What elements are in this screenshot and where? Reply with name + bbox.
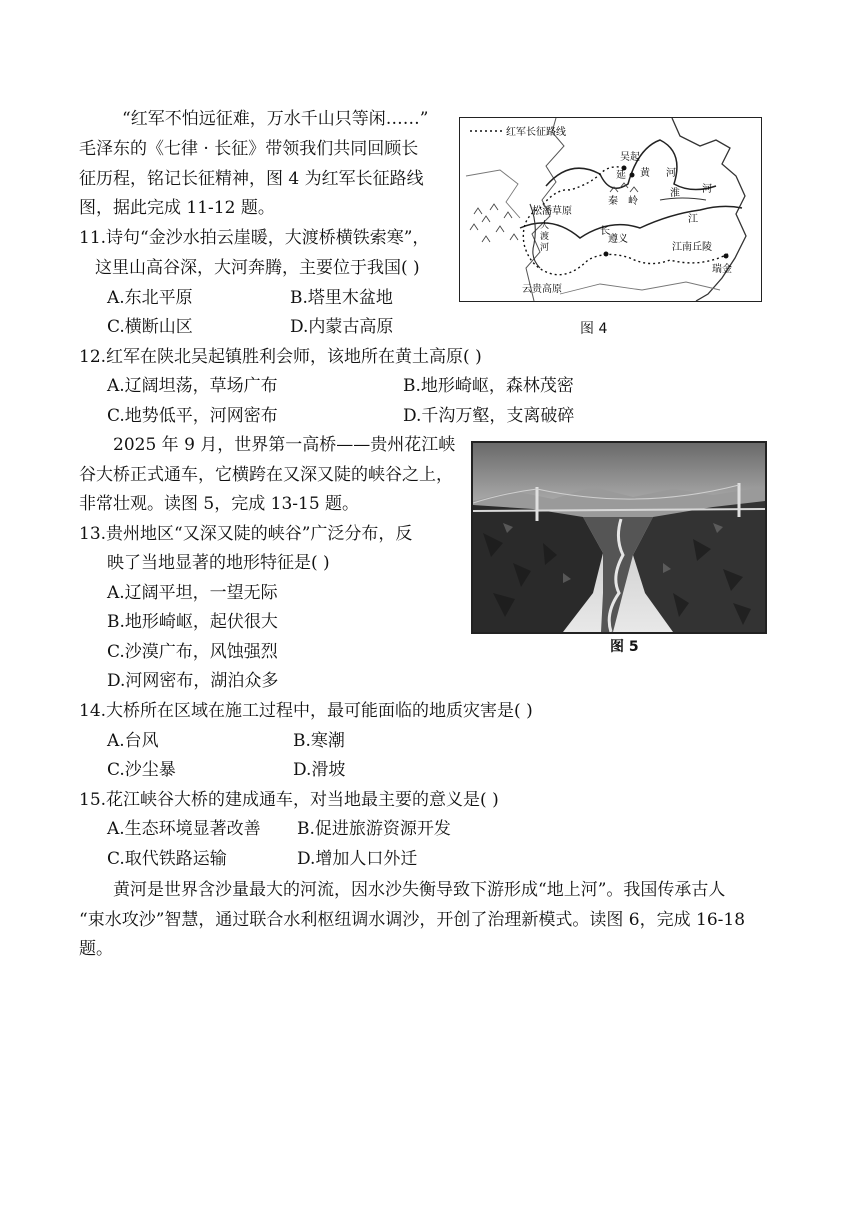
fig4-label-dadu-1: 大 xyxy=(540,221,550,231)
intro3-line1: 黄河是世界含沙量最大的河流，因水沙失衡导致下游形成“地上河”。我国传承古人 xyxy=(113,880,726,900)
q11-option-a: A.东北平原 xyxy=(107,288,193,308)
fig4-legend-label: 红军长征路线 xyxy=(506,127,566,138)
fig4-label-dadu-2: 渡 xyxy=(540,232,550,242)
intro2-line1: 2025 年 9 月，世界第一高桥——贵州花江峡 xyxy=(113,435,456,455)
intro1-line3: 征历程，铭记长征精神，图 4 为红军长征路线 xyxy=(79,169,424,189)
q14-option-b: B.寒潮 xyxy=(293,731,345,751)
intro3-line2: “束水攻沙”智慧，通过联合水利枢纽调水调沙，开创了治理新模式。读图 6，完成 16-18 xyxy=(79,910,746,930)
q11-stem-2: 这里山高谷深，大河奔腾，主要位于我国( ) xyxy=(95,258,420,278)
q13-stem-1: 13.贵州地区“又深又陡的峡谷”广泛分布，反 xyxy=(79,524,413,544)
q12-option-c: C.地势低平，河网密布 xyxy=(107,406,278,426)
q14-option-d: D.滑坡 xyxy=(293,760,346,780)
q11-stem-1: 11.诗句“金沙水拍云崖暖，大渡桥横铁索寒”， xyxy=(79,228,430,248)
intro2-line2: 谷大桥正式通车，它横跨在又深又陡的峡谷之上， xyxy=(79,465,453,485)
fig4-label-yungui: 云贵高原 xyxy=(522,284,562,295)
q15-option-b: B.促进旅游资源开发 xyxy=(297,819,451,839)
q15-option-d: D.增加人口外迁 xyxy=(297,849,418,869)
fig4-label-chang: 长 xyxy=(600,226,610,237)
q14-option-c: C.沙尘暴 xyxy=(107,760,176,780)
q13-option-a: A.辽阔平坦，一望无际 xyxy=(107,583,278,603)
intro1-line1: “红军不怕远征难，万水千山只等闲……” xyxy=(122,109,429,129)
intro1-line2: 毛泽东的《七律 · 长征》带领我们共同回顾长 xyxy=(79,139,419,159)
q13-option-c: C.沙漠广布，风蚀强烈 xyxy=(107,642,278,662)
fig4-label-wuqi: 吴起 xyxy=(620,152,640,163)
fig4-label-zunyi: 遵义 xyxy=(608,234,628,245)
q15-stem: 15.花江峡谷大桥的建成通车，对当地最主要的意义是( ) xyxy=(79,790,499,810)
fig4-label-huai: 淮 xyxy=(670,188,680,199)
fig4-label-songpan: 松潘草原 xyxy=(532,206,572,217)
q12-stem: 12.红军在陕北吴起镇胜利会师，该地所在黄土高原( ) xyxy=(79,347,482,367)
q11-option-d: D.内蒙古高原 xyxy=(290,317,394,337)
q11-option-b: B.塔里木盆地 xyxy=(290,288,393,308)
q11-option-c: C.横断山区 xyxy=(107,317,193,337)
fig4-label-ling: 岭 xyxy=(628,196,638,207)
fig4-label-he: 河 xyxy=(666,168,676,179)
q13-stem-2: 映了当地显著的地形特征是( ) xyxy=(107,553,330,573)
intro1-line4: 图，据此完成 11-12 题。 xyxy=(79,198,275,218)
fig4-label-ruijin: 瑞金 xyxy=(712,264,732,275)
fig4-label-jiangnan: 江南丘陵 xyxy=(672,242,712,253)
fig4-label-yanan: 延 xyxy=(616,170,626,181)
figure-5-caption: 图 5 xyxy=(610,639,639,655)
figure-5-bridge-photo xyxy=(471,441,767,634)
q12-option-b: B.地形崎岖，森林茂密 xyxy=(403,376,574,396)
fig4-label-he2: 河 xyxy=(702,184,712,195)
fig4-label-jiang: 江 xyxy=(688,214,698,225)
fig4-label-qin: 秦 xyxy=(608,196,618,207)
q12-option-a: A.辽阔坦荡，草场广布 xyxy=(107,376,278,396)
q14-stem: 14.大桥所在区域在施工过程中，最可能面临的地质灾害是( ) xyxy=(79,701,533,721)
q12-option-d: D.千沟万壑，支离破碎 xyxy=(403,406,575,426)
intro3-line3: 题。 xyxy=(79,939,113,959)
fig4-label-huang: 黄 xyxy=(640,168,650,179)
q13-option-d: D.河网密布，湖泊众多 xyxy=(107,671,279,691)
fig4-label-dadu-3: 河 xyxy=(540,243,550,253)
q13-option-b: B.地形崎岖，起伏很大 xyxy=(107,612,278,632)
figure-4-long-march-map xyxy=(459,117,762,302)
q14-option-a: A.台风 xyxy=(107,731,159,751)
figure-4-caption: 图 4 xyxy=(580,321,608,337)
q15-option-a: A.生态环境显著改善 xyxy=(107,819,261,839)
q15-option-c: C.取代铁路运输 xyxy=(107,849,227,869)
intro2-line3: 非常壮观。读图 5，完成 13-15 题。 xyxy=(79,494,360,514)
